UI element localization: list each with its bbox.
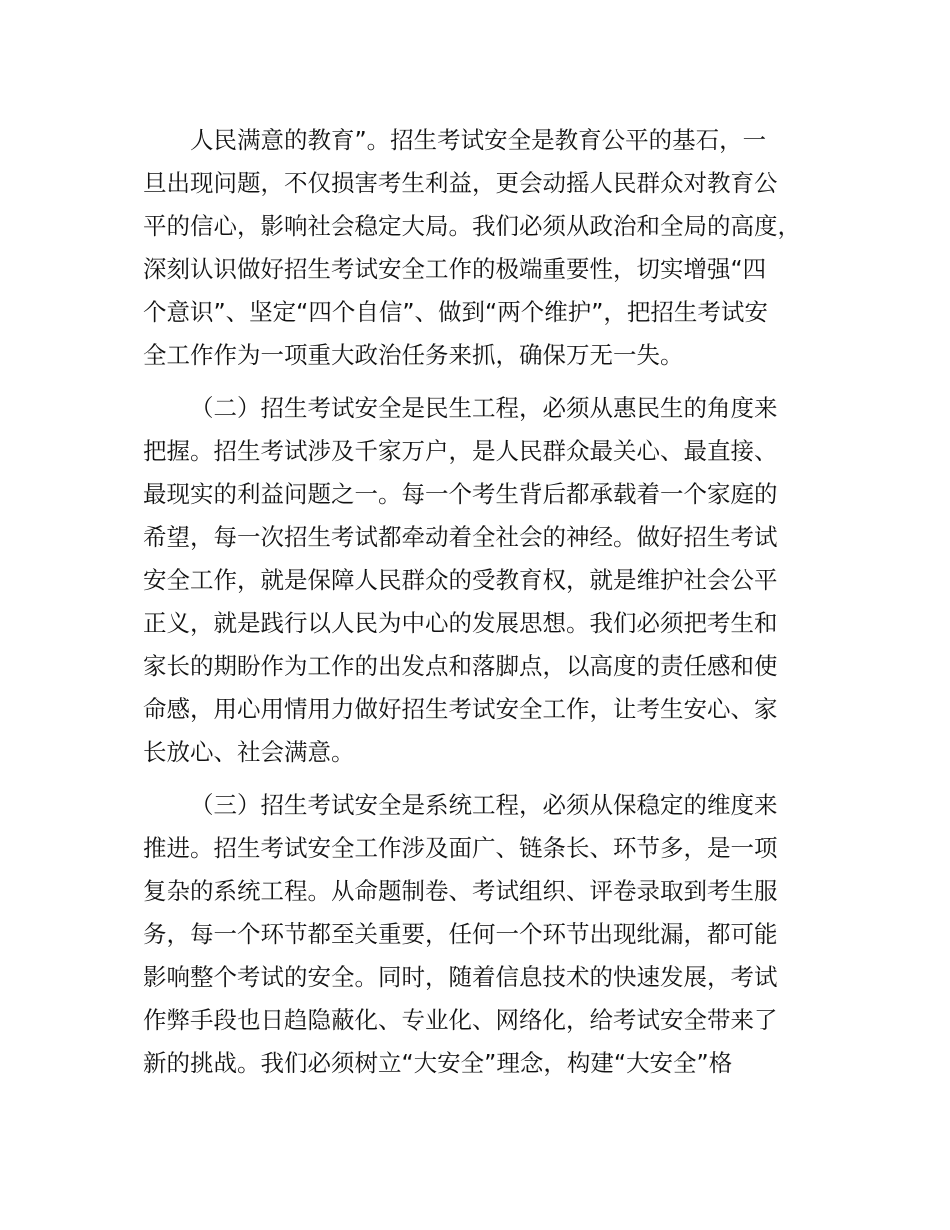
paragraph-line: 务，每一个环节都至关重要，任何一个环节出现纰漏，都可能 <box>143 920 778 948</box>
paragraph-line: 旦出现问题，不仅损害考生利益，更会动摇人民群众对教育公 <box>143 169 778 197</box>
paragraph-line: 把握。招生考试涉及千家万户，是人民群众最关心、最直接、 <box>143 437 778 465</box>
paragraph-line: 最现实的利益问题之一。每一个考生背后都承载着一个家庭的 <box>143 480 778 508</box>
paragraph-line: 全工作作为一项重大政治任务来抓，确保万无一失。 <box>143 341 684 369</box>
paragraph-line: 家长的期盼作为工作的出发点和落脚点，以高度的责任感和使 <box>143 652 778 680</box>
paragraph-line: 深刻认识做好招生考试安全工作的极端重要性，切实增强“四 <box>143 255 767 283</box>
paragraph-line: 作弊手段也日趋隐蔽化、专业化、网络化，给考试安全带来了 <box>143 1006 778 1034</box>
paragraph-line: 安全工作，就是保障人民群众的受教育权，就是维护社会公平 <box>143 566 778 594</box>
section-heading-line: （二）招生考试安全是民生工程，必须从惠民生的角度来 <box>190 394 778 422</box>
paragraph-line: 长放心、社会满意。 <box>143 738 355 766</box>
section-heading-line: （三）招生考试安全是系统工程，必须从保稳定的维度来 <box>190 791 778 819</box>
paragraph-line: 人民满意的教育”。招生考试安全是教育公平的基石，一 <box>190 126 767 154</box>
paragraph-line: 影响整个考试的安全。同时，随着信息技术的快速发展，考试 <box>143 963 778 991</box>
paragraph-line: 希望，每一次招生考试都牵动着全社会的神经。做好招生考试 <box>143 523 778 551</box>
paragraph-line: 命感，用心用情用力做好招生考试安全工作，让考生安心、家 <box>143 695 778 723</box>
paragraph-line: 推进。招生考试安全工作涉及面广、链条长、环节多，是一项 <box>143 834 778 862</box>
paragraph-line: 复杂的系统工程。从命题制卷、考试组织、评卷录取到考生服 <box>143 877 778 905</box>
paragraph-line: 新的挑战。我们必须树立“大安全”理念，构建“大安全”格 <box>143 1049 733 1077</box>
paragraph-line: 平的信心，影响社会稳定大局。我们必须从政治和全局的高度， <box>143 212 801 240</box>
paragraph-line: 个意识”、坚定“四个自信”、做到“两个维护”，把招生考试安 <box>143 298 768 326</box>
paragraph-line: 正义，就是践行以人民为中心的发展思想。我们必须把考生和 <box>143 609 778 637</box>
